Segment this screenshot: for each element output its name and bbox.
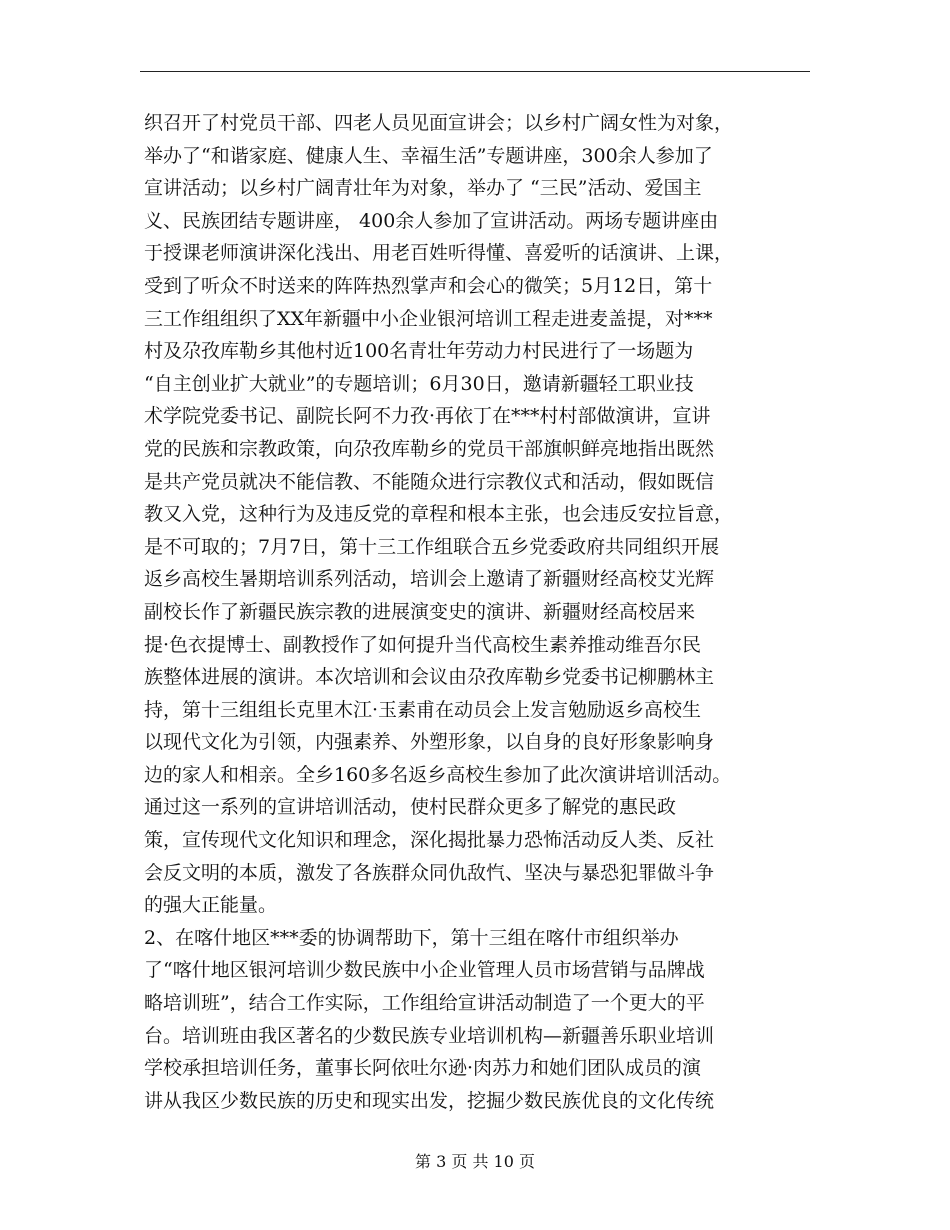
header-rule	[140, 71, 810, 72]
text-line: “自主创业扩大就业”的专题培训；6月30日，邀请新疆轻工职业技	[144, 372, 694, 395]
text-line: 织召开了村党员干部、四老人员见面宣讲会；以乡村广阔女性为对象，	[144, 112, 734, 134]
text-line: 教又入党，这种行为及违反党的章程和根本主张，也会违反安拉旨意，	[144, 503, 734, 526]
text-line: 副校长作了新疆民族宗教的进展演变史的演讲、新疆财经高校居来	[144, 600, 696, 623]
text-line: 举办了“和谐家庭、健康人生、幸福生活”专题讲座，300余人参加了	[144, 144, 713, 167]
text-line: 族整体进展的演讲。本次培训和会议由尕孜库勒乡党委书记柳鹏林主	[144, 666, 715, 689]
text-line: 策，宣传现代文化知识和理念，深化揭批暴力恐怖活动反人类、反社	[144, 829, 715, 852]
text-line: 会反文明的本质，激发了各族群众同仇敌忾、坚决与暴恐犯罪做斗争	[144, 861, 715, 884]
text-line: 村及尕孜库勒乡其他村近100名青壮年劳动力村民进行了一场题为	[144, 340, 694, 363]
text-line: 边的家人和相亲。全乡160多名返乡高校生参加了此次演讲培训活动。	[144, 763, 732, 786]
text-line: 术学院党委书记、副院长阿不力孜·再依丁在***村村部做演讲，宣讲	[144, 405, 711, 428]
text-line: 义、民族团结专题讲座， 400余人参加了宣讲活动。两场专题讲座由	[144, 209, 719, 232]
text-line: 是共产党员就决不能信教、不能随众进行宗教仪式和活动，假如既信	[144, 470, 715, 493]
text-line: 于授课老师演讲深化浅出、用老百姓听得懂、喜爱听的话演讲、上课，	[144, 242, 734, 265]
body-text	[144, 107, 810, 1117]
text-line: 宣讲活动；以乡村广阔青壮年为对象，举办了 “三民”活动、爱国主	[144, 177, 702, 200]
text-line: 党的民族和宗教政策，向尕孜库勒乡的党员干部旗帜鲜亮地指出既然	[144, 437, 715, 460]
text-line: 2、在喀什地区***委的协调帮助下，第十三组在喀什市组织举办	[144, 926, 679, 949]
text-line: 了“喀什地区银河培训少数民族中小企业管理人员市场营销与品牌战	[144, 959, 705, 982]
text-line: 略培训班”，结合工作实际，工作组给宣讲活动制造了一个更大的平	[144, 992, 705, 1015]
text-line: 讲从我区少数民族的历史和现实出发，挖掘少数民族优良的文化传统	[144, 1089, 715, 1112]
text-line: 台。培训班由我区著名的少数民族专业培训机构—新疆善乐职业培训	[144, 1024, 715, 1047]
text-line: 是不可取的；7月7日，第十三工作组联合五乡党委政府共同组织开展	[144, 535, 720, 558]
text-line: 以现代文化为引领，内强素养、外塑形象，以自身的良好形象影响身	[144, 731, 715, 754]
text-line: 受到了听众不时送来的阵阵热烈掌声和会心的微笑；5月12日，第十	[144, 274, 713, 297]
text-line: 返乡高校生暑期培训系列活动，培训会上邀请了新疆财经高校艾光辉	[144, 568, 715, 591]
text-line: 三工作组组织了XX年新疆中小企业银河培训工程走进麦盖提，对***	[144, 307, 713, 330]
page-footer: 第 3 页 共 10 页	[415, 1152, 535, 1171]
text-line: 学校承担培训任务，董事长阿依吐尔逊·肉苏力和她们团队成员的演	[144, 1057, 702, 1080]
text-line: 持，第十三组组长克里木江·玉素甫在动员会上发言勉励返乡高校生	[144, 698, 702, 721]
text-line: 的强大正能量。	[144, 894, 278, 917]
text-line: 提·色衣提博士、副教授作了如何提升当代高校生素养推动维吾尔民	[144, 633, 702, 656]
text-line: 通过这一系列的宣讲培训活动，使村民群众更多了解党的惠民政	[144, 796, 677, 819]
